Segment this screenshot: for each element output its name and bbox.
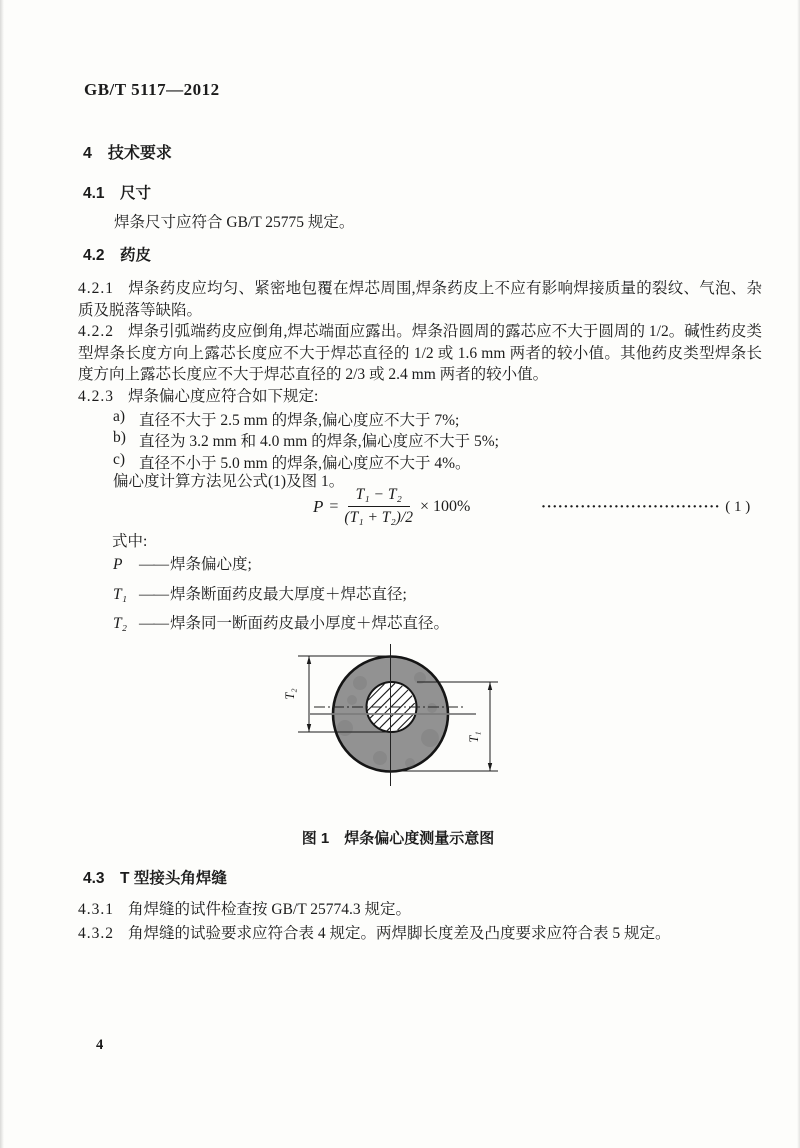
- clause-number: 4.2.1: [78, 280, 114, 297]
- symbol: T₁: [113, 585, 128, 603]
- t1-label: T₁: [467, 731, 481, 743]
- fraction-numerator: T₁ − T₂: [348, 486, 410, 507]
- clause-4-3-1: [78, 899, 762, 921]
- list-item-a: [113, 408, 459, 430]
- equation-number: ( 1 ): [725, 499, 751, 515]
- t2-arrow-up-icon: [307, 656, 311, 664]
- list-item-b: [113, 429, 499, 451]
- clause-number: 4.2.3: [78, 388, 114, 405]
- standard-code: GB/T 5117—2012: [84, 80, 220, 99]
- formula-multiplier: × 100%: [420, 497, 471, 515]
- clause-4-2-3: [78, 386, 762, 408]
- clause-number: 4.2.2: [78, 323, 114, 340]
- list-marker: c): [113, 451, 126, 468]
- definition-dash: ——: [139, 615, 168, 632]
- formula-fraction: [344, 486, 413, 527]
- symbol-definitions: [113, 552, 449, 641]
- list-text: 直径不大于 2.5 mm 的焊条,偏心度应不大于 7%;: [139, 412, 460, 429]
- formula-lhs: P: [313, 496, 324, 516]
- list-marker: b): [113, 429, 126, 446]
- figure-1-caption: 图 1 焊条偏心度测量示意图: [301, 830, 495, 847]
- clause-4-3-2: [78, 923, 762, 945]
- list-item-c: [113, 451, 471, 473]
- list-text: 直径不小于 5.0 mm 的焊条,偏心度应不大于 4%。: [139, 455, 471, 472]
- clause-4-2-1: [78, 278, 762, 321]
- t1-arrow-up-icon: [488, 682, 492, 690]
- section-4-3-heading: 4.3 T 型接头角焊缝: [83, 870, 227, 887]
- definition-text: 焊条同一断面药皮最小厚度＋焊芯直径。: [170, 615, 450, 632]
- t2-label: T₂: [283, 688, 297, 700]
- section-4-2-heading: 4.2 药皮: [83, 247, 152, 264]
- clause-number: 4.3.2: [78, 925, 114, 942]
- clause-number: 4.3.1: [78, 901, 114, 918]
- paragraph-4-1-body: 焊条尺寸应符合 GB/T 25775 规定。: [114, 214, 355, 231]
- clause-text: 焊条药皮应均匀、紧密地包覆在焊芯周围,焊条药皮上不应有影响焊接质量的裂纹、气泡、杂质及脱落等缺陷。: [78, 280, 762, 319]
- definition-row: [113, 611, 449, 633]
- fraction-denominator: (T₁ + T₂)/2: [344, 509, 414, 526]
- clause-text: 焊条引弧端药皮应倒角,焊芯端面应露出。焊条沿圆周的露芯应不大于圆周的 1/2。碱性药皮类型焊条长度方向上露芯长度应不大于焊芯直径的 1/2 或 1.6 mm 两者的较小值。其他药皮类型焊条长度方向上露芯长度应不大于焊芯直径的 2/3 或 2.4 mm 两者的较小值。: [78, 323, 762, 384]
- clause-text: 角焊缝的试验要求应符合表 4 规定。两焊脚长度差及凸度要求应符合表 5 规定。: [128, 925, 671, 942]
- electrode-cross-section-figure: [280, 638, 520, 790]
- list-marker: a): [113, 408, 126, 425]
- page-number: 4: [96, 1037, 104, 1053]
- dot-leader: ································: [541, 499, 721, 515]
- section-4-1-heading: 4.1 尺寸: [83, 185, 152, 202]
- definition-dash: ——: [139, 585, 168, 603]
- definition-row: [113, 582, 449, 604]
- clause-text: 角焊缝的试件检查按 GB/T 25774.3 规定。: [128, 901, 412, 918]
- formula-intro: 偏心度计算方法见公式(1)及图 1。: [113, 473, 345, 490]
- list-text: 直径为 3.2 mm 和 4.0 mm 的焊条,偏心度应不大于 5%;: [139, 433, 499, 450]
- symbol: P: [113, 556, 123, 573]
- definition-dash: ——: [139, 556, 168, 573]
- formula-1: [313, 486, 470, 527]
- definition-text: 焊条偏心度;: [170, 556, 252, 573]
- symbol: T₂: [113, 615, 128, 632]
- section-4-heading: 4 技术要求: [83, 145, 172, 162]
- clause-text: 焊条偏心度应符合如下规定:: [128, 388, 319, 405]
- definition-row: [113, 552, 449, 574]
- t1-arrow-down-icon: [488, 763, 492, 771]
- formula-leader-row: [541, 499, 750, 516]
- t2-arrow-down-icon: [307, 724, 311, 732]
- clause-4-2-2: [78, 321, 762, 386]
- where-label: 式中:: [112, 533, 148, 550]
- definition-text: 焊条断面药皮最大厚度＋焊芯直径;: [170, 585, 407, 603]
- formula-equals: =: [329, 497, 339, 515]
